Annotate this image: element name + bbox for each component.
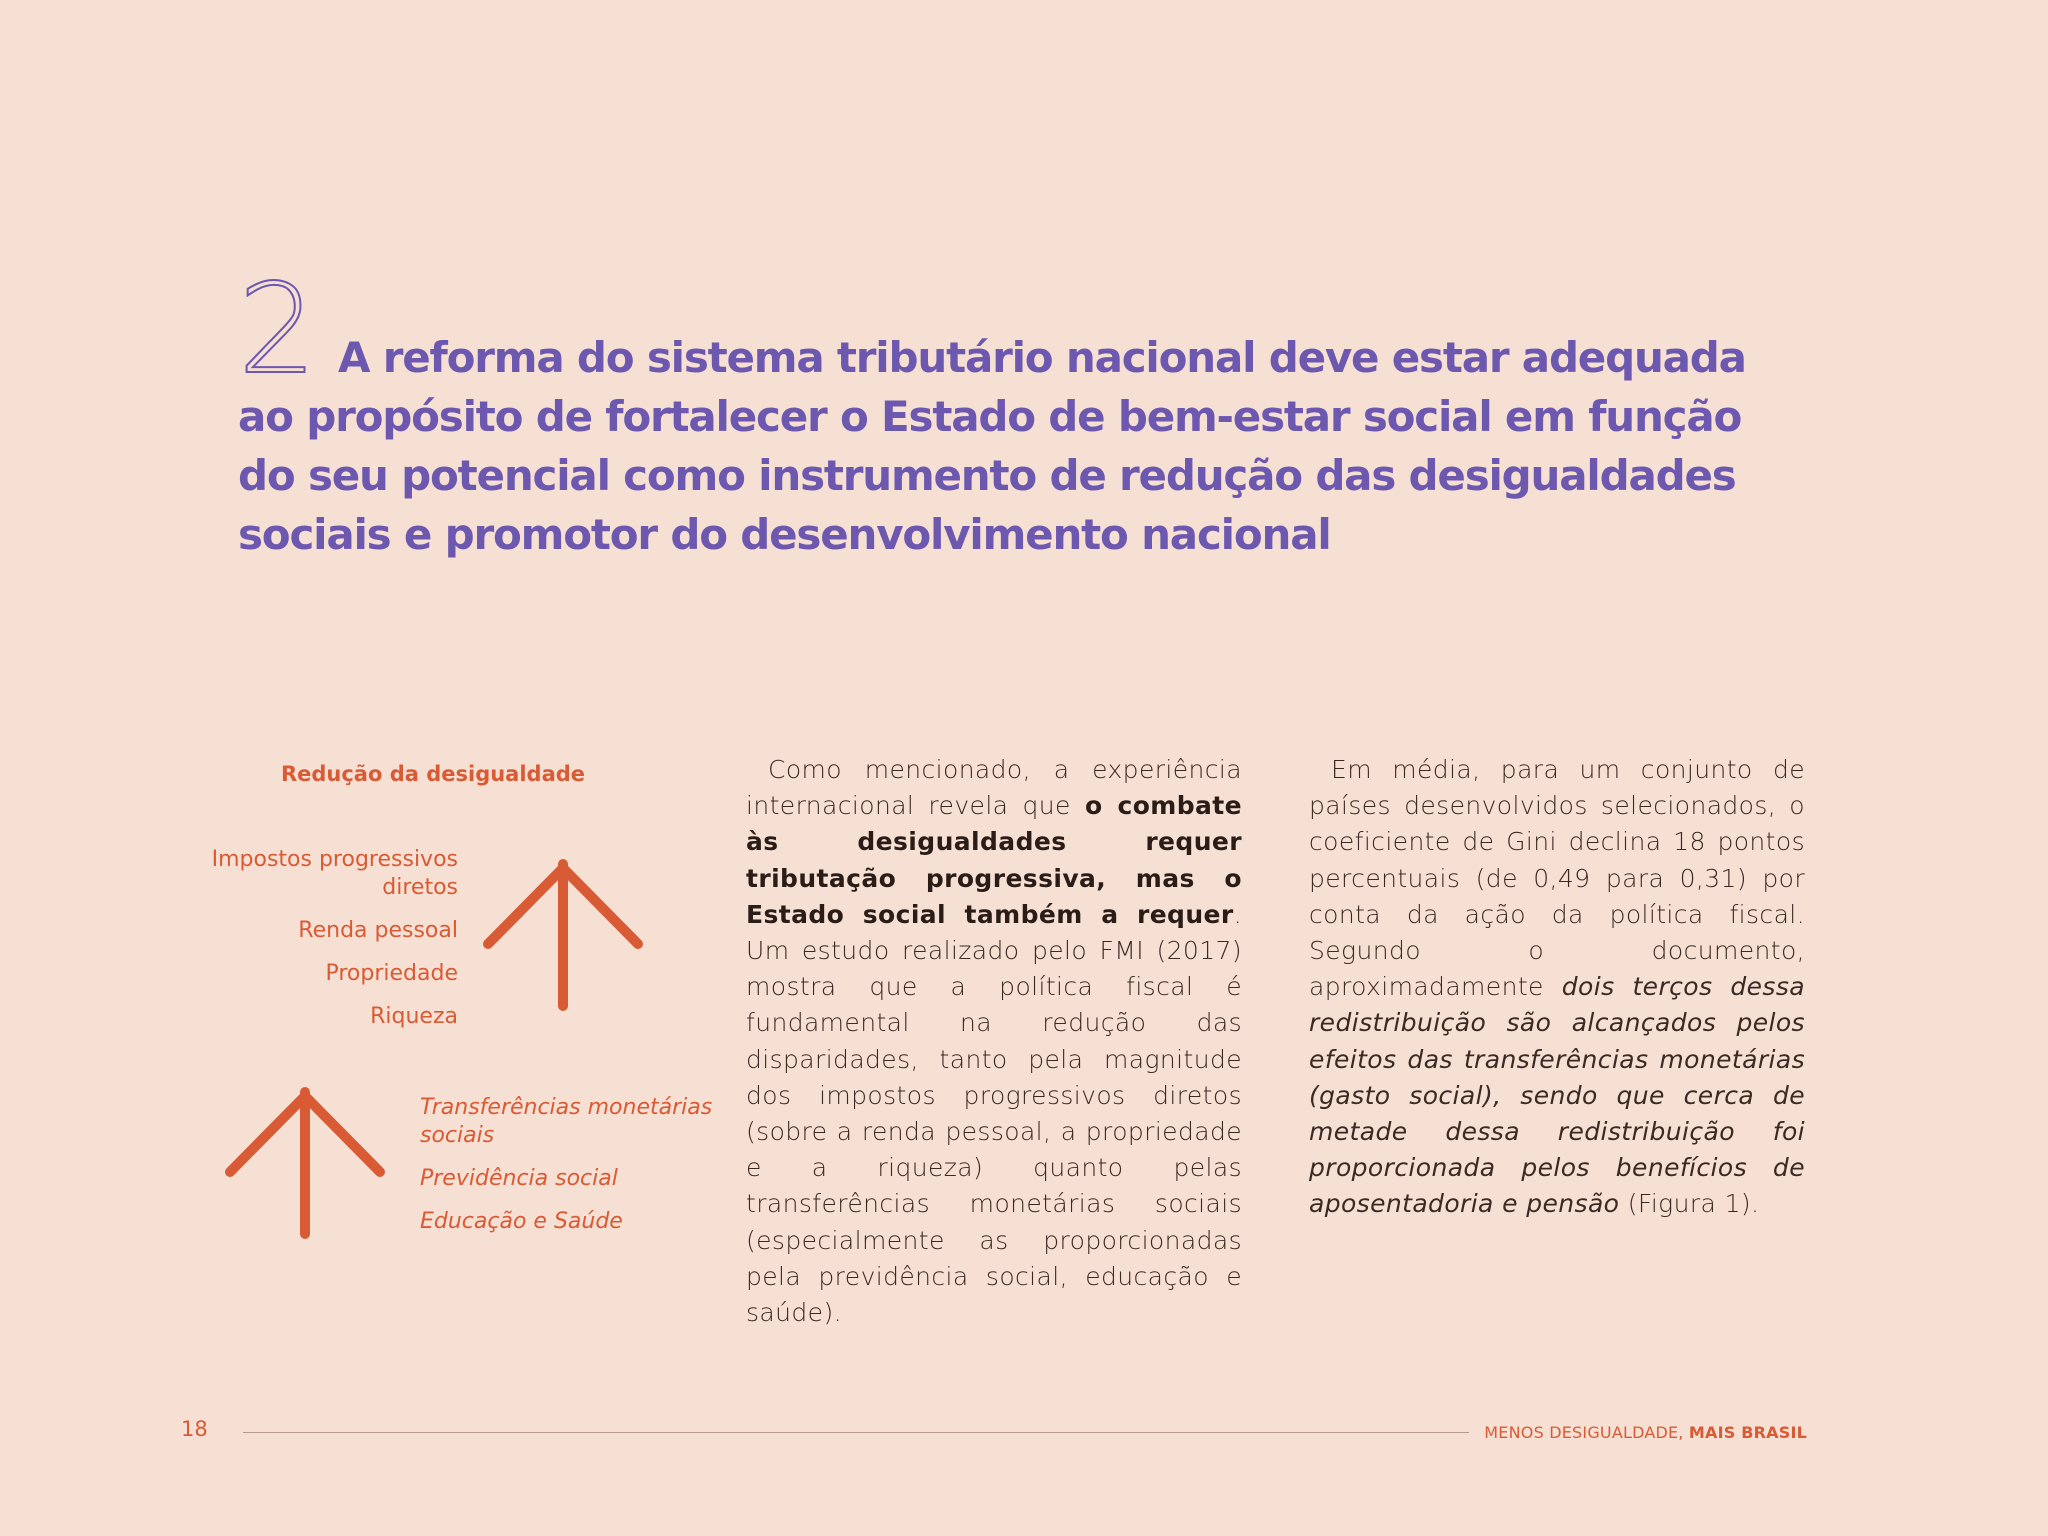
page-number: 18 bbox=[181, 1417, 208, 1441]
tax-item-wealth: Riqueza bbox=[370, 1004, 458, 1029]
footer-divider bbox=[243, 1432, 1469, 1433]
section-number: 2 bbox=[238, 258, 317, 402]
transfer-item-cash-transfers: Transferências monetárias sociais bbox=[420, 1095, 713, 1148]
footer-brand-light: MENOS DESIGUALDADE, bbox=[1484, 1423, 1689, 1442]
col2-text-a: Em média, para um conjunto de países desenvolvidos selecionados, o coeficiente de Gini declina 18 pontos percentuais (de 0,49 para 0,31) por conta da ação da política fiscal. Segundo o documento, aproximadamente bbox=[1309, 755, 1805, 1002]
transfer-item-social-security: Previdência social bbox=[420, 1166, 618, 1191]
footer-brand-bold: MAIS BRASIL bbox=[1688, 1423, 1807, 1442]
diagram-title: Redução da desigualdade bbox=[280, 762, 586, 786]
transfer-item-education-health: Educação e Saúde bbox=[420, 1209, 623, 1234]
col2-italic-text: dois terços dessa redistribuição são alcançados pelos efeitos das transferências monetárias (gasto social), sendo que cerca de metade dessa redistribuição foi proporcionada pelos benefícios de aposentadoria e pensão bbox=[1309, 972, 1805, 1219]
body-column-2 bbox=[1309, 752, 1805, 1223]
col2-text-b: (Figura 1). bbox=[1619, 1189, 1760, 1219]
tax-item-personal-income: Renda pessoal bbox=[298, 918, 458, 943]
arrow-up-icon-transfers bbox=[222, 1084, 388, 1244]
tax-list bbox=[200, 846, 458, 1046]
arrow-up-icon-taxes bbox=[480, 856, 646, 1016]
footer-brand bbox=[1440, 1423, 1807, 1442]
col1-bold-text: o combate às desigualdades requer tributação progressiva, mas o Estado social também a requer bbox=[746, 791, 1243, 929]
tax-item-property: Propriedade bbox=[325, 961, 458, 986]
section-heading: A reforma do sistema tributário nacional deve estar adequada ao propósito de fortalecer o Estado de bem-estar social em função do seu potencial como instrumento de redução das desigualdades sociais e promotor do desenvolvimento nacional bbox=[238, 333, 1746, 559]
tax-item-direct-taxes: Impostos progressivos diretos bbox=[211, 847, 458, 900]
col1-text-b: . Um estudo realizado pelo FMI (2017) mostra que a política fiscal é fundamental na redução das disparidades, tanto pela magnitude dos impostos progressivos diretos (sobre a renda pessoal, a propriedade e a riqueza) quanto pelas transferências monetárias sociais (especialmente as proporcionadas pela previdência social, educação e saúde). bbox=[746, 899, 1242, 1328]
transfer-list bbox=[420, 1094, 720, 1251]
col1-text-a: Como mencionado, a experiência internacional revela que bbox=[746, 755, 1242, 821]
body-column-1 bbox=[746, 752, 1242, 1331]
